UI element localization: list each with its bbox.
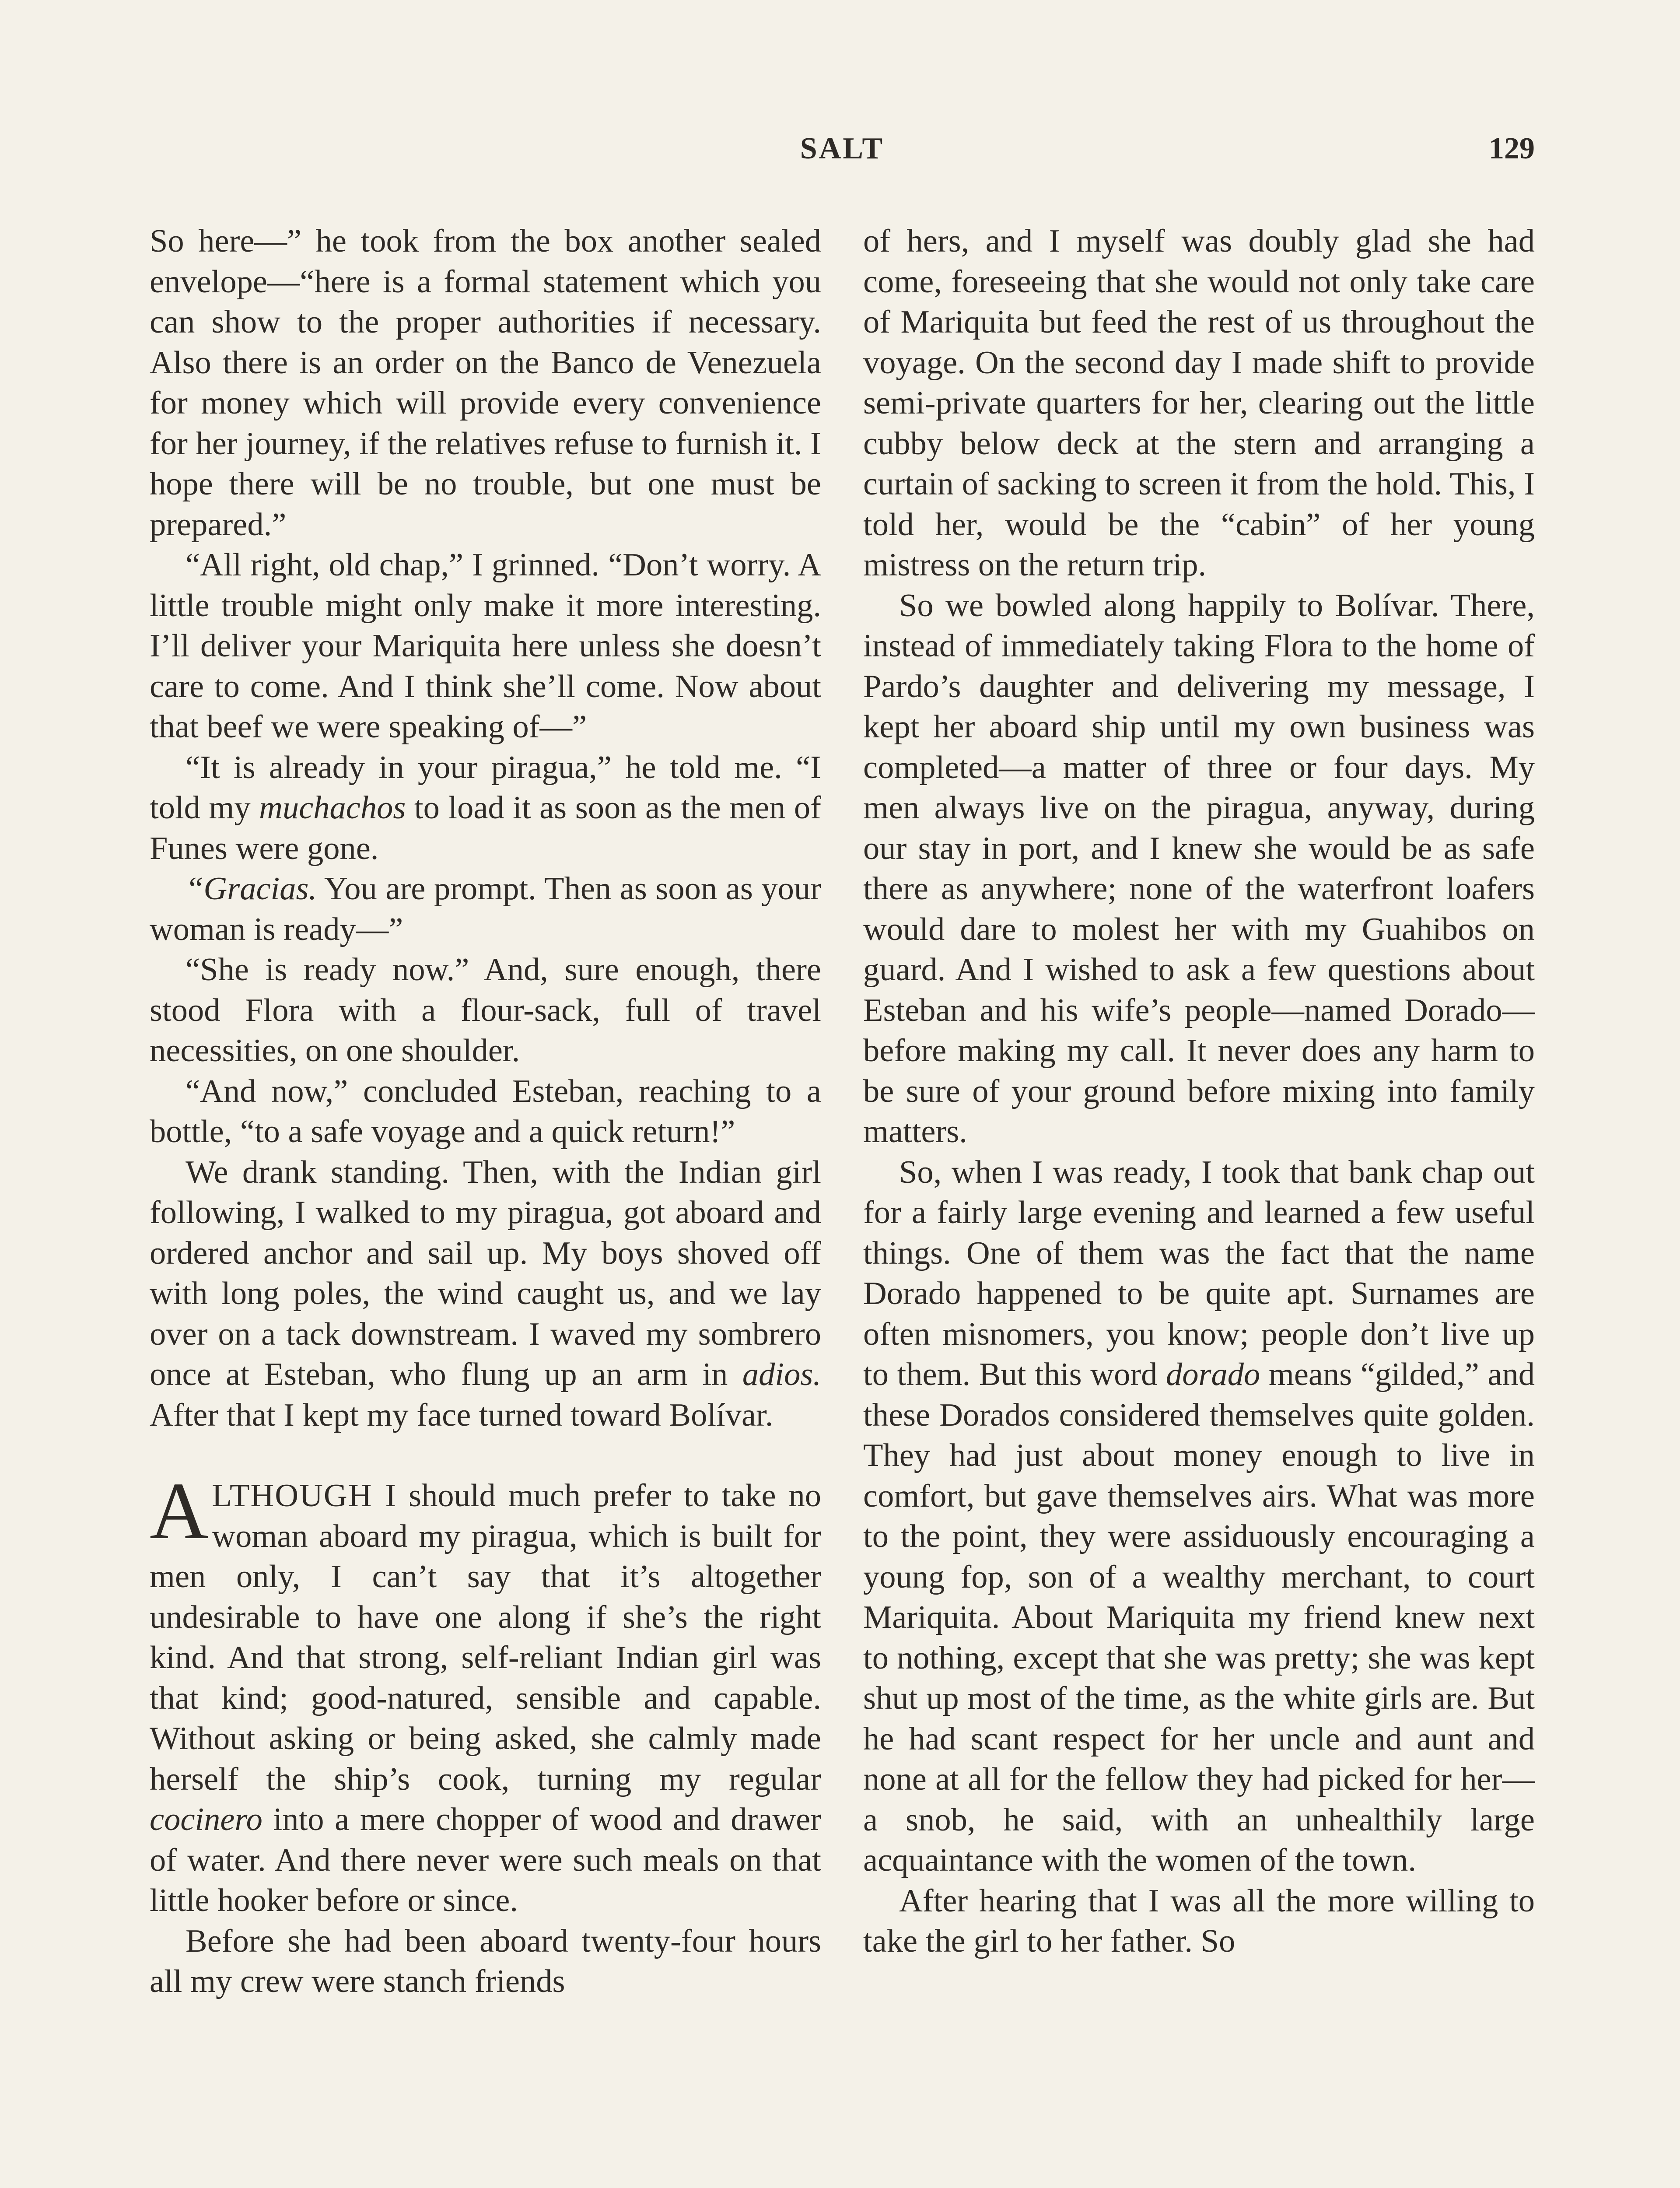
text-run: into a mere chopper of wood and drawer of water. And there never were such meals on that little hooker before or since.: [150, 1802, 821, 1918]
text-run: means “gilded,” and these Dorados considered themselves quite golden. They had just about money enough to live in comfort, but gave themselves airs. What was more to the point, they were assiduously encouraging a young fop, son of a wealthy merchant, to court Mariquita. About Mariquita my friend knew next to nothing, except that she was pretty; she was kept shut up most of the time, as the white girls are. But he had scant respect for her uncle and aunt and none at all for the fellow they had picked for her—a snob, he said, with an unhealthily large acquaintance with the women of the town.: [863, 1357, 1535, 1878]
page-header: [150, 131, 1535, 179]
paragraph: [863, 1152, 1535, 1881]
paragraph: [150, 869, 821, 950]
italic-word: adios.: [742, 1357, 821, 1392]
italic-word: dorado: [1166, 1357, 1260, 1392]
paragraph: So here—” he took from the box another sealed envelope—“here is a formal statement which you can show to the proper authorities if necessary. Also there is an order on the Banco de Venezuela for money which will provide every convenience for her journey, if the relatives refuse to furnish it. I hope there will be no trouble, but one must be prepared.”: [150, 223, 821, 543]
left-column: [150, 221, 821, 2002]
text-run: You are prompt. Then as soon as your woman is ready—”: [150, 871, 821, 947]
italic-word: cocinero: [150, 1802, 262, 1837]
text-run: After that I kept my face turned toward Bolívar.: [150, 1397, 774, 1433]
drop-cap: A: [150, 1466, 209, 1556]
text-run: to load it as soon as the men of Funes were gone.: [150, 790, 821, 866]
section-start-paragraph: [150, 1466, 821, 1921]
paragraph: [150, 1152, 821, 1436]
paragraph: So we bowled along happily to Bolívar. There, instead of immediately taking Flora to the home of Pardo’s daughter and delivering my message, I kept her aboard ship until my own business was completed—a matter of three or four days. My men always live on the piragua, anyway, during our stay in port, and I knew she would be as safe there as anywhere; none of the waterfront loafers would dare to molest her with my Guahibos on guard. And I wished to ask a few questions about Esteban and his wife’s people—named Dorado—before making my call. It never does any harm to be sure of your ground before mixing into family matters.: [863, 587, 1535, 1150]
paragraph: [150, 747, 821, 869]
text-run: So, when I was ready, I took that bank chap out for a fairly large evening and learned a few useful things. One of them was the fact that the name Dorado happened to be quite apt. Surnames are often misnomers, you know; people don’t live up to them. But this word: [863, 1154, 1535, 1392]
paragraph: of hers, and I myself was doubly glad she had come, foreseeing that she would not only take care of Mariquita but feed the rest of us throughout the voyage. On the second day I made shift to provide semi-private quarters for her, clearing out the little cubby below deck at the stern and arranging a curtain of sacking to screen it from the hold. This, I told her, would be the “cabin” of her young mistress on the return trip.: [863, 223, 1535, 583]
paragraph: Before she had been aboard twenty-four hours all my crew were stanch friends: [150, 1923, 821, 1999]
paragraph: After hearing that I was all the more willing to take the girl to her father. So: [863, 1883, 1535, 1959]
italic-word: muchachos: [259, 790, 406, 826]
text-run: I should much prefer to take no woman aboard my piragua, which is built for men only, I can’t say that it’s altogether undesirable to have one along if she’s the right kind. And that strong, self-reliant Indian girl was that kind; good-natured, sensible and capable. Without asking or being asked, she calmly made herself the ship’s cook, turning my regular: [150, 1478, 821, 1797]
right-column: [863, 221, 1535, 1962]
paragraph: “She is ready now.” And, sure enough, there stood Flora with a flour-sack, full of travel necessities, on one shoulder.: [150, 952, 821, 1069]
page-number: 129: [1489, 132, 1535, 165]
italic-word: “Gracias.: [186, 871, 317, 907]
small-caps-lead: LTHOUGH: [212, 1478, 373, 1514]
paragraph: “And now,” concluded Esteban, reaching to a bottle, “to a safe voyage and a quick return!”: [150, 1073, 821, 1150]
paragraph: “All right, old chap,” I grinned. “Don’t worry. A little trouble might only make it more interesting. I’ll deliver your Mariquita here unless she doesn’t care to come. And I think she’ll come. Now about that beef we were speaking of—”: [150, 547, 821, 745]
running-head: SALT: [800, 132, 885, 165]
text-run: “It is already in your piragua,” he told me. “I told my: [150, 749, 821, 826]
text-run: We drank standing. Then, with the Indian girl following, I walked to my piragua, got aboard and ordered anchor and sail up. My boys shoved off with long poles, the wind caught us, and we lay over on a tack downstream. I waved my sombrero once at Esteban, who flung up an arm in: [150, 1154, 821, 1392]
